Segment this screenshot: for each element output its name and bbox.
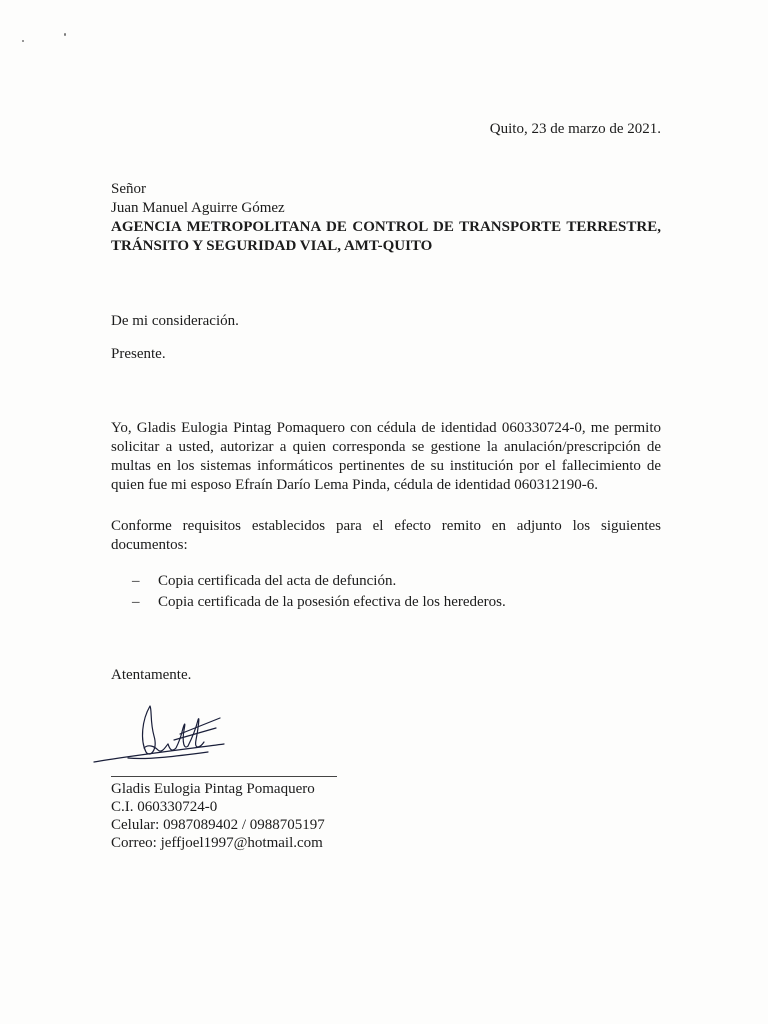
documents-list (132, 571, 506, 613)
greeting: De mi consideración. (111, 313, 239, 329)
recipient-title: Señor (111, 181, 146, 197)
letter-date: Quito, 23 de marzo de 2021. (489, 121, 661, 137)
list-item (132, 592, 506, 613)
list-item (132, 571, 506, 592)
signer-name: Gladis Eulogia Pintag Pomaquero (111, 781, 315, 797)
document-label: Copia certificada de la posesión efectiva de los herederos. (158, 594, 506, 610)
signer-block (111, 780, 325, 852)
signature-line (111, 776, 337, 777)
list-marker: – (132, 573, 140, 589)
recipient-name: Juan Manuel Aguirre Gómez (111, 200, 285, 216)
signer-id: C.I. 060330724-0 (111, 799, 218, 815)
document-label: Copia certificada del acta de defunción. (158, 573, 397, 589)
recipient-organization: AGENCIA METROPOLITANA DE CONTROL DE TRANSPORTE TERRESTRE, TRÁNSITO Y SEGURIDAD VIAL, AMT-QUITO (111, 219, 661, 254)
body-paragraph-1: Yo, Gladis Eulogia Pintag Pomaquero con cédula de identidad 060330724-0, me permito solicitar a usted, autorizar a quien corresponda se gestione la anulación/prescripción de multas en los sistemas informáticos pertinentes de su institución por el fallecimiento de quien fue mi esposo Efraín Darío Lema Pinda, cédula de identidad 060312190-6. (111, 420, 661, 493)
body-paragraph-2: Conforme requisitos establecidos para el efecto remito en adjunto los siguientes documentos: (111, 518, 661, 553)
signer-email: Correo: jeffjoel1997@hotmail.com (111, 835, 323, 851)
closing: Atentamente. (111, 667, 192, 683)
scan-speck (64, 33, 66, 36)
signer-phone: Celular: 0987089402 / 0988705197 (111, 817, 325, 833)
recipient-block (111, 180, 661, 256)
list-marker: – (132, 594, 140, 610)
presente: Presente. (111, 346, 166, 362)
handwritten-signature (88, 700, 228, 778)
scan-speck (22, 40, 24, 42)
